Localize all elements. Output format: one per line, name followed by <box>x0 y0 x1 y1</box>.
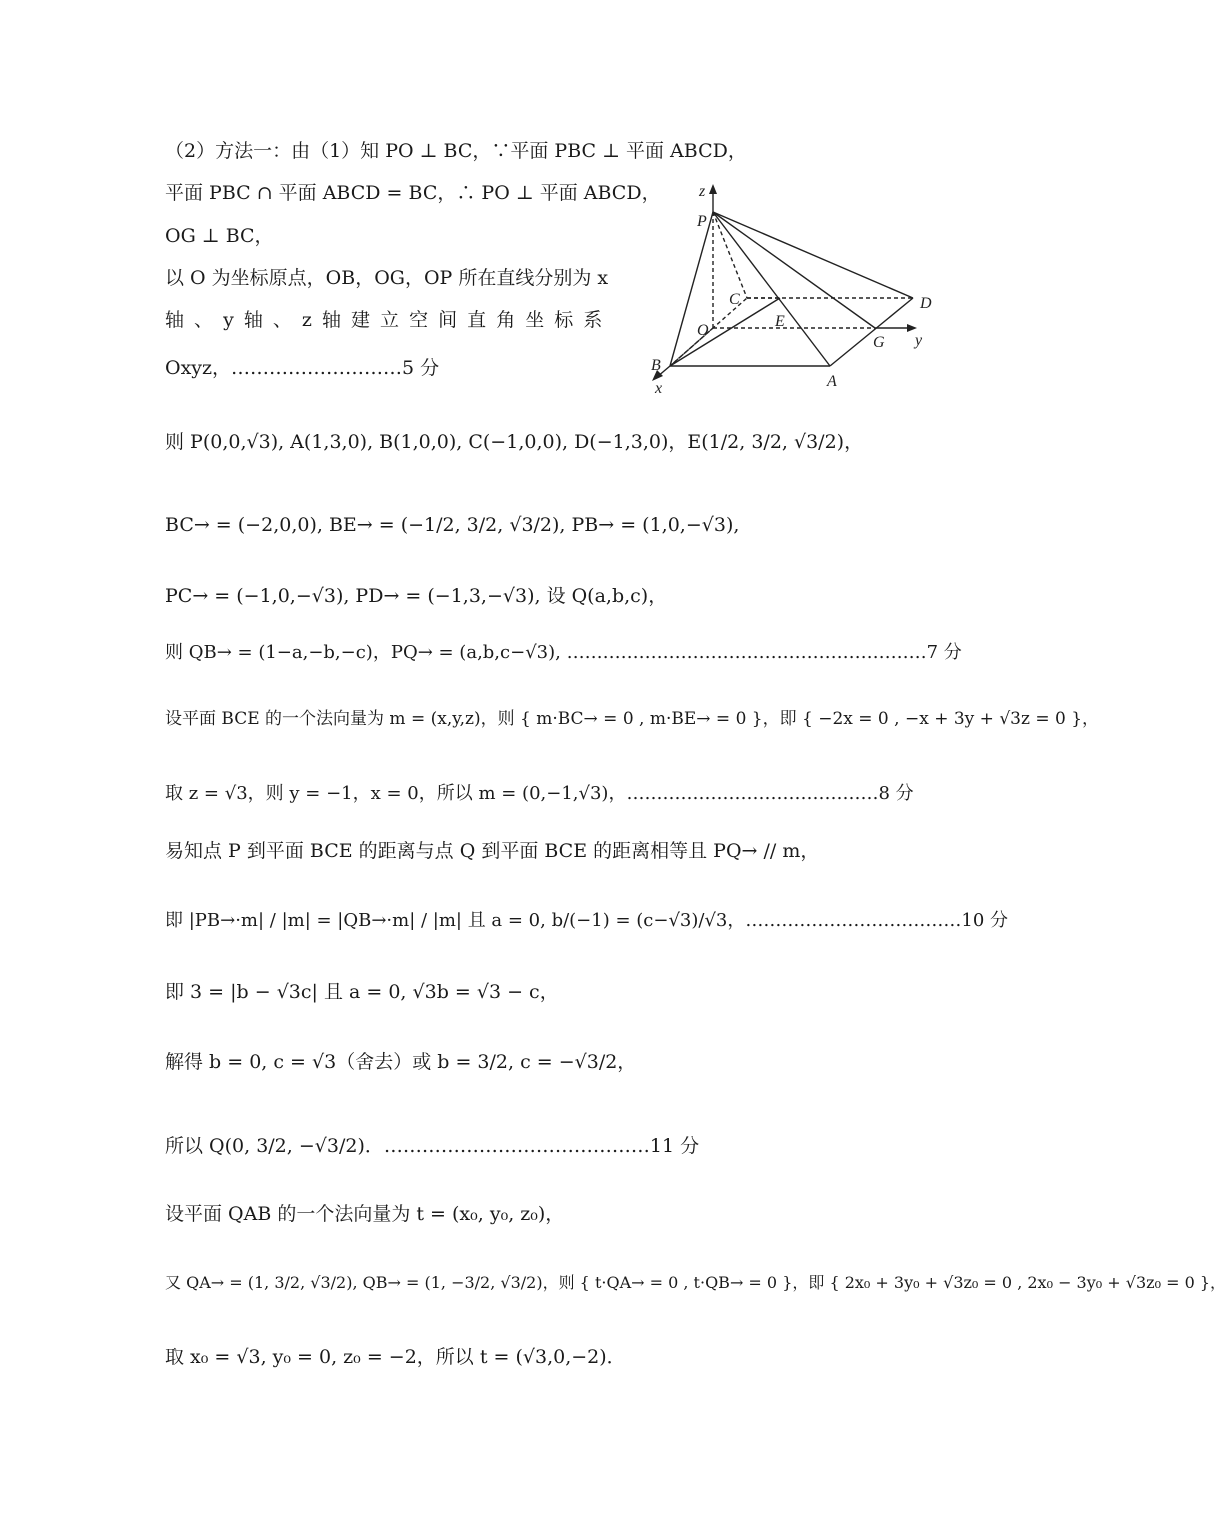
text-line-9: PC→ = (−1,0,−√3), PD→ = (−1,3,−√3), 设 Q(a,b,c)， <box>165 585 668 607</box>
text-line-2: 平面 PBC ∩ 平面 ABCD = BC，∴ PO ⊥ 平面 ABCD， <box>165 182 661 204</box>
text-line-4: 以 O 为坐标原点，OB，OG，OP 所在直线分别为 x <box>165 267 609 289</box>
label-z: z <box>699 183 706 200</box>
text-line-6: Oxyz，………………………5 分 <box>165 357 440 379</box>
text-line-16: 解得 b = 0, c = √3（舍去）或 b = 3/2, c = −√3/2， <box>165 1051 637 1073</box>
text-line-17: 所以 Q(0, 3/2, −√3/2)．……………………………………11 分 <box>165 1135 700 1157</box>
edge-PG <box>713 212 875 328</box>
label-P: P <box>697 213 707 230</box>
label-O: O <box>697 322 709 339</box>
edge-AD <box>830 298 913 366</box>
label-B: B <box>651 357 661 374</box>
label-A: A <box>827 373 837 390</box>
text-line-14: 即 |PB→·m| / |m| = |QB→·m| / |m| 且 a = 0, b/(−1) = (c−√3)/√3，………………………………10 分 <box>165 910 1009 931</box>
edge-PD <box>713 212 913 298</box>
text-line-5: 轴 、 y 轴 、 z 轴 建 立 空 间 直 角 坐 标 系 <box>165 309 605 331</box>
text-line-13: 易知点 P 到平面 BCE 的距离与点 Q 到平面 BCE 的距离相等且 PQ→ // m， <box>165 840 820 862</box>
label-E: E <box>775 313 785 330</box>
text-line-1: （2）方法一：由（1）知 PO ⊥ BC，∵平面 PBC ⊥ 平面 ABCD， <box>165 140 747 162</box>
text-line-8: BC→ = (−2,0,0), BE→ = (−1/2, 3/2, √3/2), PB→ = (1,0,−√3), <box>165 514 740 536</box>
text-line-18: 设平面 QAB 的一个法向量为 t = (x₀, y₀, z₀)， <box>165 1203 565 1225</box>
text-line-10: 则 QB→ = (1−a,−b,−c)，PQ→ = (a,b,c−√3), ……………………………………………………7 分 <box>165 642 962 663</box>
edge-PA <box>713 212 830 366</box>
y-axis-arrow <box>907 324 917 332</box>
label-D: D <box>920 295 932 312</box>
text-line-12: 取 z = √3，则 y = −1，x = 0，所以 m = (0,−1,√3)，……………………………………8 分 <box>165 783 914 804</box>
text-line-7: 则 P(0,0,√3), A(1,3,0), B(1,0,0), C(−1,0,0), D(−1,3,0)，E(1/2, 3/2, √3/2)， <box>165 431 864 453</box>
label-C: C <box>729 291 740 308</box>
text-line-3: OG ⊥ BC， <box>165 225 274 247</box>
z-axis-arrow <box>709 184 717 194</box>
text-line-15: 即 3 = |b − √3c| 且 a = 0, √3b = √3 − c， <box>165 981 559 1003</box>
text-line-11: 设平面 BCE 的一个法向量为 m = (x,y,z)，则 { m·BC→ = 0 , m·BE→ = 0 }，即 { −2x = 0 , −x + 3y + √3z = 0 }， <box>165 709 1100 729</box>
label-y: y <box>915 332 923 349</box>
text-line-20: 取 x₀ = √3, y₀ = 0, z₀ = −2，所以 t = (√3,0,−2)． <box>165 1346 626 1368</box>
label-G: G <box>873 334 885 351</box>
text-line-19: 又 QA→ = (1, 3/2, √3/2), QB→ = (1, −3/2, √3/2)，则 { t·QA→ = 0 , t·QB→ = 0 }，即 { 2x₀ + 3y₀ + √3z₀ = 0 , 2x₀ − 3y₀ + √3z₀ = 0 }， <box>165 1273 1226 1292</box>
pyramid-figure <box>635 180 945 395</box>
label-x: x <box>655 380 663 397</box>
